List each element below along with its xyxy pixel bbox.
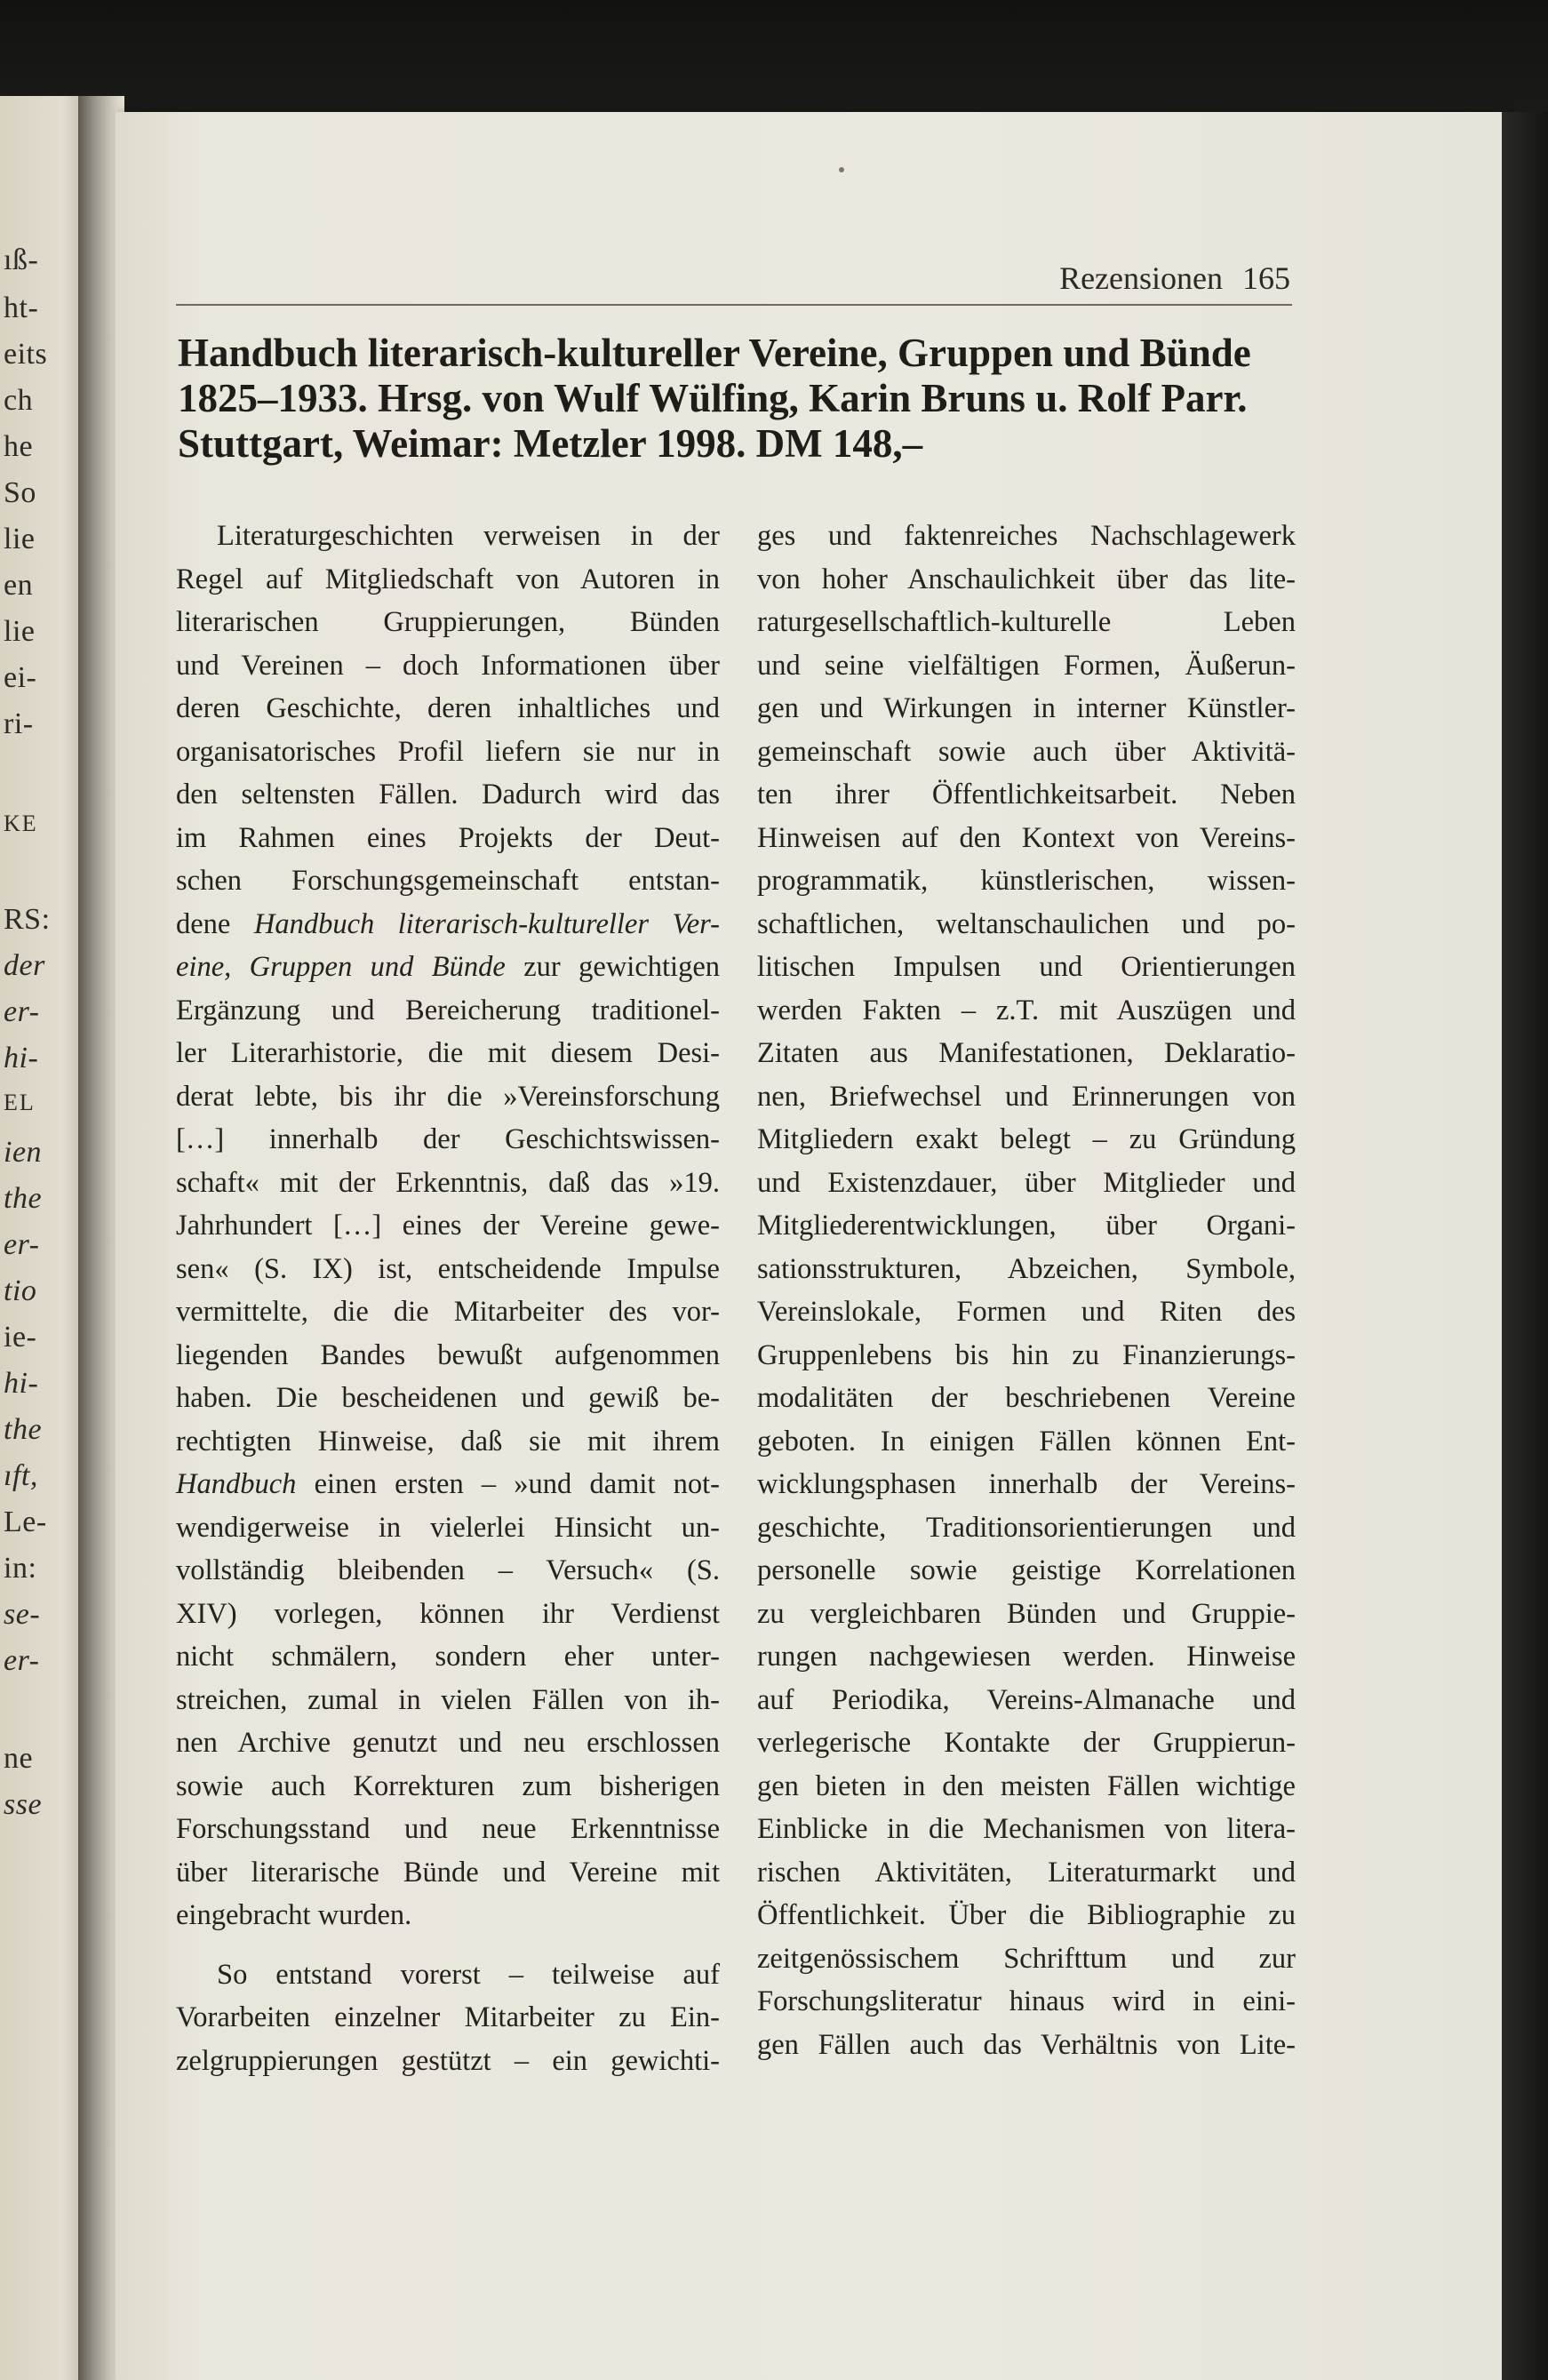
text-line: über literarische Bünde und Vereine mit — [176, 1856, 720, 1889]
text-line: nicht schmälern, sondern eher unter- — [176, 1641, 720, 1673]
text-line: ten ihrer Öffentlichkeitsarbeit. Neben — [757, 779, 1296, 811]
text-line: und Vereinen – doch Informationen über — [176, 649, 720, 682]
text-line: vermittelte, die die Mitarbeiter des vor- — [176, 1296, 720, 1328]
text-line: und Existenzdauer, über Mitglieder und — [757, 1166, 1296, 1199]
previous-page-fragment: ıft, — [4, 1459, 38, 1492]
text-line: wendigerweise in vielerlei Hinsicht un- — [176, 1511, 720, 1544]
title-line: Stuttgart, Weimar: Metzler 1998. DM 148,– — [178, 421, 923, 466]
text-line: Regel auf Mitgliedschaft von Autoren in — [176, 563, 720, 595]
text-line: ler Literarhistorie, die mit diesem Desi- — [176, 1037, 720, 1069]
text-line: Hinweisen auf den Kontext von Vereins- — [757, 821, 1296, 854]
text-line: und seine vielfältigen Formen, Äußerun- — [757, 649, 1296, 682]
previous-page-fragment: er- — [4, 995, 40, 1028]
text-line: gen Fällen auch das Verhältnis von Lite- — [757, 2028, 1296, 2061]
text-line: vollständig bleibenden – Versuch« (S. — [176, 1554, 720, 1586]
text-line: zelgruppierungen gestützt – ein gewichti- — [176, 2044, 720, 2077]
text-line: sationsstrukturen, Abzeichen, Symbole, — [757, 1252, 1296, 1285]
previous-page-fragment: ien — [4, 1136, 43, 1169]
previous-page-fragment: se- — [4, 1598, 41, 1631]
text-line: auf Periodika, Vereins-Almanache und — [757, 1683, 1296, 1716]
text-line: modalitäten der beschriebenen Vereine — [757, 1382, 1296, 1414]
text-line: So entstand vorerst – teilweise auf — [217, 1958, 720, 1991]
previous-page-fragment: er- — [4, 1644, 40, 1677]
text-line: schen Forschungsgemeinschaft entstan- — [176, 865, 720, 897]
text-line: Ergänzung und Bereicherung traditionel- — [176, 994, 720, 1026]
text-line: personelle sowie geistige Korrelationen — [757, 1554, 1296, 1586]
previous-page-fragment: Le- — [4, 1505, 47, 1538]
previous-page-fragment: ie- — [4, 1321, 37, 1354]
previous-page-fragment: sse — [4, 1788, 43, 1821]
previous-page-fragment: he — [4, 430, 34, 463]
text-line: verlegerische Kontakte der Gruppierun- — [757, 1727, 1296, 1759]
previous-page-fragment: hi- — [4, 1367, 39, 1400]
section-title: Rezensionen — [1059, 260, 1223, 296]
previous-page-fragment: ıß- — [4, 244, 39, 276]
previous-page-fragment: in: — [4, 1552, 37, 1585]
text-line: streichen, zumal in vielen Fällen von ih- — [176, 1683, 720, 1716]
previous-page-fragment: hi- — [4, 1042, 39, 1074]
page-number: 165 — [1242, 260, 1290, 296]
text-line: geschichte, Traditionsorientierungen und — [757, 1511, 1296, 1544]
text-line: […] innerhalb der Geschichtswissen- — [176, 1123, 720, 1155]
book-title-italic: eine, Gruppen und Bünde — [176, 951, 506, 983]
running-head — [178, 260, 1290, 297]
text-line: nen Archive genutzt und neu erschlossen — [176, 1727, 720, 1759]
text-line: zeitgenössischem Schrifttum und zur — [757, 1942, 1296, 1975]
text-fragment: zur gewichtigen — [505, 951, 720, 983]
text-fragment: dene — [176, 907, 254, 940]
text-line: Forschungsliteratur hinaus wird in eini- — [757, 1985, 1296, 2017]
previous-page-fragment: er- — [4, 1228, 40, 1261]
text-line — [176, 1463, 720, 1506]
text-line: Forschungsstand und neue Erkenntnisse — [176, 1813, 720, 1845]
text-line: Gruppenlebens bis hin zu Finanzierungs- — [757, 1338, 1296, 1371]
text-line: literarischen Gruppierungen, Bünden — [176, 606, 720, 638]
previous-page-fragment: EL — [4, 1090, 36, 1115]
text-line: ges und faktenreiches Nachschlagewerk — [757, 520, 1296, 552]
text-line: Mitgliedern exakt belegt – zu Gründung — [757, 1123, 1296, 1155]
text-line: deren Geschichte, deren inhaltliches und — [176, 692, 720, 724]
text-line: raturgesellschaftlich-kulturelle Leben — [757, 606, 1296, 638]
previous-page-edge — [0, 96, 89, 2380]
text-line: Vereinslokale, Formen und Riten des — [757, 1296, 1296, 1328]
text-line: geboten. In einigen Fällen können Ent- — [757, 1425, 1296, 1458]
previous-page-fragment: ht- — [4, 292, 39, 324]
previous-page-fragment: the — [4, 1413, 43, 1446]
text-line: schaftlichen, weltanschaulichen und po- — [757, 907, 1296, 940]
previous-page-fragment: KE — [4, 811, 38, 836]
previous-page-fragment: ne — [4, 1742, 34, 1775]
text-line: XIV) vorlegen, können ihr Verdienst — [176, 1597, 720, 1630]
previous-page-fragment: lie — [4, 523, 36, 555]
previous-page-fragment: der — [4, 949, 45, 982]
title-line: Handbuch literarisch-kultureller Vereine, Gruppen und Bünde — [178, 331, 1251, 375]
text-line: von hoher Anschaulichkeit über das lite- — [757, 563, 1296, 595]
previous-page-fragment: ri- — [4, 707, 34, 740]
text-line: Jahrhundert […] eines der Vereine gewe- — [176, 1210, 720, 1242]
text-line: Zitaten aus Manifestationen, Deklaratio- — [757, 1037, 1296, 1069]
title-line: 1825–1933. Hrsg. von Wulf Wülfing, Karin Bruns u. Rolf Parr. — [178, 376, 1248, 420]
text-line: gemeinschaft sowie auch über Aktivitä- — [757, 735, 1296, 768]
right-text-column — [757, 515, 1296, 2066]
book-title-italic: Handbuch literarisch-kultureller Ver- — [253, 907, 721, 940]
text-line: rungen nachgewiesen werden. Hinweise — [757, 1641, 1296, 1673]
previous-page-fragment: en — [4, 569, 34, 602]
text-line: nen, Briefwechsel und Erinnerungen von — [757, 1080, 1296, 1113]
previous-page-fragment: RS: — [4, 903, 51, 936]
left-text-column — [176, 515, 720, 2082]
text-line: wicklungsphasen innerhalb der Vereins- — [757, 1468, 1296, 1500]
review-title — [178, 331, 1297, 467]
text-line: gen und Wirkungen in interner Künstler- — [757, 692, 1296, 724]
text-line: werden Fakten – z.T. mit Auszügen und — [757, 994, 1296, 1026]
text-line: Vorarbeiten einzelner Mitarbeiter zu Ein- — [176, 2001, 720, 2033]
text-fragment: einen ersten – »und damit not- — [296, 1468, 720, 1500]
text-line: den seltensten Fällen. Dadurch wird das — [176, 779, 720, 811]
text-line — [176, 903, 720, 946]
previous-page-fragment: ei- — [4, 661, 37, 694]
text-line: eingebracht wurden. — [176, 1899, 412, 1931]
text-line: haben. Die bescheidenen und gewiß be- — [176, 1382, 720, 1414]
text-line: im Rahmen eines Projekts der Deut- — [176, 821, 720, 854]
text-line: litischen Impulsen und Orientierungen — [757, 951, 1296, 983]
text-line: schaft« mit der Erkenntnis, daß das »19. — [176, 1166, 720, 1199]
text-line: rechtigten Hinweise, daß sie mit ihrem — [176, 1425, 720, 1458]
previous-page-fragment: tio — [4, 1274, 37, 1307]
text-line: organisatorisches Profil liefern sie nur in — [176, 735, 720, 768]
previous-page-fragment: the — [4, 1182, 43, 1215]
text-line: Mitgliederentwicklungen, über Organi- — [757, 1210, 1296, 1242]
text-line: derat lebte, bis ihr die »Vereinsforschung — [176, 1080, 720, 1113]
text-line — [176, 946, 720, 989]
text-line: Literaturgeschichten verweisen in der — [217, 520, 720, 552]
text-line: zu vergleichbaren Bünden und Gruppie- — [757, 1597, 1296, 1630]
text-line: programmatik, künstlerischen, wissen- — [757, 865, 1296, 897]
text-line: rischen Aktivitäten, Literaturmarkt und — [757, 1856, 1296, 1889]
page-edge-shadow — [1502, 112, 1548, 2380]
previous-page-fragment: So — [4, 476, 36, 509]
previous-page-fragment: lie — [4, 615, 36, 648]
previous-page-fragment: ch — [4, 384, 34, 417]
previous-page-fragment: eits — [4, 338, 48, 371]
text-line: sen« (S. IX) ist, entscheidende Impulse — [176, 1252, 720, 1285]
text-line: Öffentlichkeit. Über die Bibliographie zu — [757, 1899, 1296, 1931]
text-line: sowie auch Korrekturen zum bisherigen — [176, 1769, 720, 1802]
text-line: liegenden Bandes bewußt aufgenommen — [176, 1338, 720, 1371]
book-title-italic: Handbuch — [176, 1468, 297, 1500]
header-rule — [176, 304, 1292, 306]
text-line: Einblicke in die Mechanismen von litera- — [757, 1813, 1296, 1845]
text-line: gen bieten in den meisten Fällen wichtige — [757, 1769, 1296, 1802]
page-speck — [839, 167, 844, 172]
